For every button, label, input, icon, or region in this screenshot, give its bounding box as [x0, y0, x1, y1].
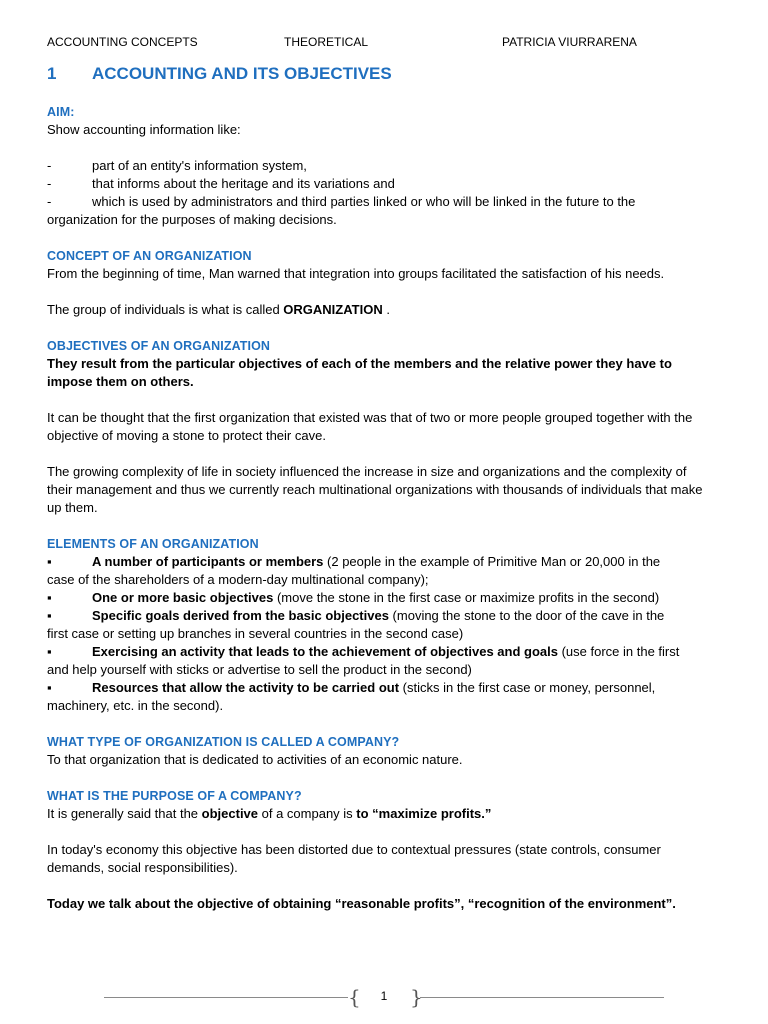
- list-item: - part of an entity's information system,: [47, 158, 307, 173]
- footer-rule-left: [104, 997, 348, 998]
- footer-rule-right: [420, 997, 664, 998]
- list-item-continuation: organization for the purposes of making decisions.: [47, 212, 337, 227]
- right-brace-icon: }: [410, 985, 423, 1009]
- page-footer: [0, 985, 768, 1009]
- left-brace-icon: {: [348, 985, 361, 1009]
- header-left: ACCOUNTING CONCEPTS: [47, 35, 198, 49]
- section-heading-aim: AIM:: [47, 105, 75, 119]
- list-item: ▪ Resources that allow the activity to be carried out (sticks in the first case or money, personnel,: [47, 680, 656, 695]
- paragraph: They result from the particular objectives of each of the members and the relative power they have to impose them on others.: [47, 356, 672, 389]
- list-item: ▪ Exercising an activity that leads to the achievement of objectives and goals (use force in the first: [47, 644, 680, 659]
- list-item-continuation: and help yourself with sticks or advertise to sell the product in the second): [47, 662, 472, 677]
- paragraph: It can be thought that the first organization that existed was that of two or more people grouped together with the objective of moving a stone to protect their cave.: [47, 410, 693, 443]
- chapter-title: [47, 64, 392, 84]
- section-heading-company-type: WHAT TYPE OF ORGANIZATION IS CALLED A COMPANY?: [47, 735, 400, 749]
- chapter-title-text: ACCOUNTING AND ITS OBJECTIVES: [92, 64, 392, 83]
- header-right: PATRICIA VIURRARENA: [502, 35, 637, 49]
- list-item: ▪ A number of participants or members (2 people in the example of Primitive Man or 20,000 in the: [47, 554, 661, 569]
- list-item-continuation: machinery, etc. in the second).: [47, 698, 224, 713]
- page-number: 1: [380, 989, 388, 1003]
- paragraph: To that organization that is dedicated to activities of an economic nature.: [47, 752, 463, 767]
- list-item: - which is used by administrators and third parties linked or who will be linked in the future to the: [47, 194, 636, 209]
- document-body: [47, 103, 715, 913]
- paragraph: The group of individuals is what is called ORGANIZATION .: [47, 302, 390, 317]
- chapter-number: 1: [47, 64, 57, 83]
- list-item-continuation: first case or setting up branches in several countries in the second case): [47, 626, 464, 641]
- section-heading-elements: ELEMENTS OF AN ORGANIZATION: [47, 537, 259, 551]
- aim-intro: Show accounting information like:: [47, 122, 241, 137]
- header-center: THEORETICAL: [284, 35, 369, 49]
- list-item: - that informs about the heritage and its variations and: [47, 176, 395, 191]
- paragraph: Today we talk about the objective of obtaining “reasonable profits”, “recognition of the environment”.: [47, 896, 676, 911]
- paragraph: From the beginning of time, Man warned that integration into groups facilitated the satisfaction of his needs.: [47, 266, 665, 281]
- section-heading-concept: CONCEPT OF AN ORGANIZATION: [47, 249, 252, 263]
- section-heading-objectives: OBJECTIVES OF AN ORGANIZATION: [47, 339, 271, 353]
- paragraph: It is generally said that the objective of a company is to “maximize profits.”: [47, 806, 492, 821]
- list-item-continuation: case of the shareholders of a modern-day multinational company);: [47, 572, 429, 587]
- list-item: ▪ One or more basic objectives (move the stone in the first case or maximize profits in the second): [47, 590, 660, 605]
- paragraph: The growing complexity of life in society influenced the increase in size and organizations and the complexity of their management and thus we currently reach multinational organizations with thousands of individuals that make up them.: [47, 464, 703, 515]
- list-item: ▪ Specific goals derived from the basic objectives (moving the stone to the door of the cave in the: [47, 608, 665, 623]
- paragraph: In today's economy this objective has been distorted due to contextual pressures (state controls, consumer demands, social responsibilities).: [47, 842, 661, 875]
- section-heading-purpose: WHAT IS THE PURPOSE OF A COMPANY?: [47, 789, 302, 803]
